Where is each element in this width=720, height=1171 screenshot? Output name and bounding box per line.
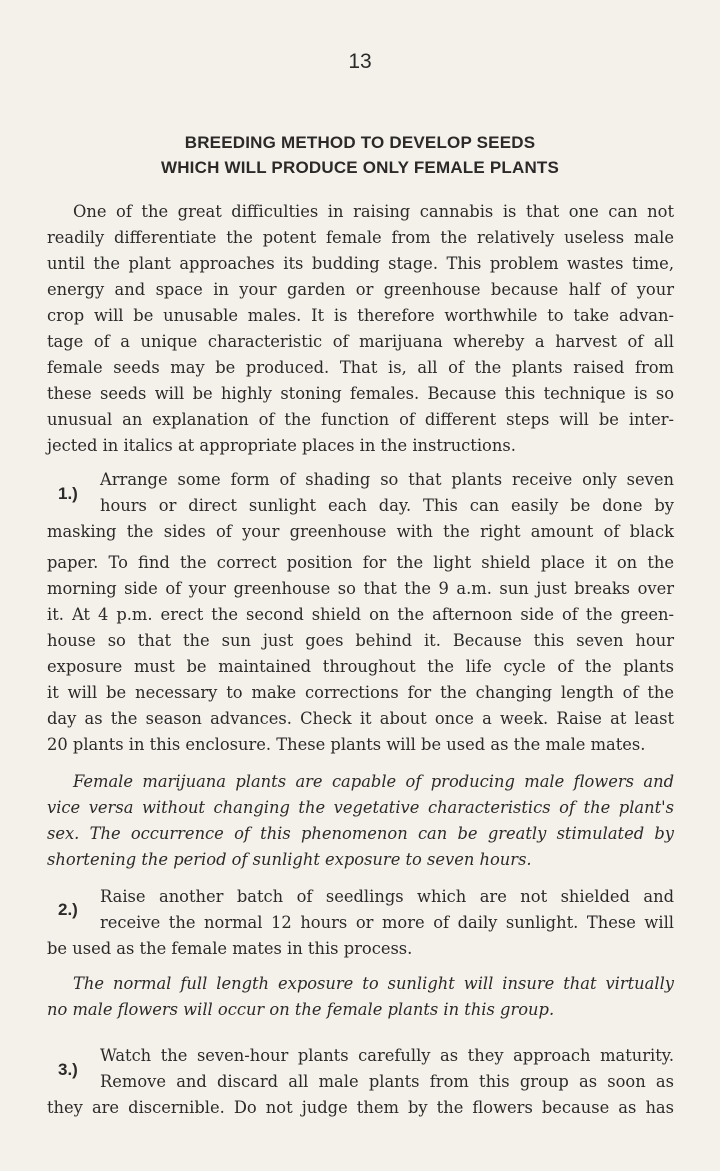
step-line: it will be necessary to make corrections for the changing length of the	[47, 683, 674, 702]
step-number-3: 3.)	[58, 1060, 78, 1079]
section-heading	[0, 130, 720, 180]
intro-line: readily differentiate the potent female from the relatively useless male	[47, 228, 674, 247]
step-line: 20 plants in this enclosure. These plants will be used as the male mates.	[47, 735, 646, 754]
page-number: 13	[348, 50, 372, 73]
step-line: receive the normal 12 hours or more of daily sunlight. These will	[100, 913, 674, 932]
step-2-text	[47, 884, 674, 962]
step-1-text	[47, 467, 674, 758]
intro-line: tage of a unique characteristic of marijuana whereby a harvest of all	[47, 332, 674, 351]
step-line: be used as the female mates in this process.	[47, 939, 413, 958]
intro-line: unusual an explanation of the function of different steps will be inter-	[47, 410, 674, 429]
step-3-text	[47, 1043, 674, 1121]
intro-line: energy and space in your garden or greenhouse because half of your	[47, 280, 674, 299]
step-number-2: 2.)	[58, 900, 78, 919]
intro-line: until the plant approaches its budding stage. This problem wastes time,	[47, 254, 674, 273]
step-line: Watch the seven-hour plants carefully as they approach maturity.	[100, 1046, 674, 1065]
note-line: vice versa without changing the vegetative characteristics of the plant's	[47, 798, 674, 817]
intro-line: female seeds may be produced. That is, all of the plants raised from	[47, 358, 674, 377]
note-line: The normal full length exposure to sunlight will insure that virtually	[73, 974, 674, 993]
step-line: Raise another batch of seedlings which are not shielded and	[100, 887, 674, 906]
intro-line: One of the great difficulties in raising cannabis is that one can not	[73, 202, 674, 221]
step-line: exposure must be maintained throughout the life cycle of the plants	[47, 657, 674, 676]
step-line: morning side of your greenhouse so that the 9 a.m. sun just breaks over	[47, 579, 674, 598]
step-line: Remove and discard all male plants from this group as soon as	[100, 1072, 674, 1091]
note-line: sex. The occurrence of this phenomenon can be greatly stimulated by	[47, 824, 674, 843]
step-number-1: 1.)	[58, 484, 78, 503]
step-2-note	[47, 971, 674, 1023]
heading-line-2: WHICH WILL PRODUCE ONLY FEMALE PLANTS	[160, 158, 560, 177]
intro-line: crop will be unusable males. It is therefore worthwhile to take advan-	[47, 306, 674, 325]
step-line: day as the season advances. Check it about once a week. Raise at least	[47, 709, 674, 728]
step-line: it. At 4 p.m. erect the second shield on the afternoon side of the green-	[47, 605, 674, 624]
step-line: masking the sides of your greenhouse with the right amount of black	[47, 522, 674, 541]
step-line: hours or direct sunlight each day. This can easily be done by	[100, 496, 674, 515]
note-line: no male flowers will occur on the female plants in this group.	[47, 1000, 555, 1019]
step-1-note	[47, 769, 674, 873]
note-line: shortening the period of sunlight exposure to seven hours.	[47, 850, 532, 869]
step-line: Arrange some form of shading so that plants receive only seven	[100, 470, 674, 489]
intro-line: jected in italics at appropriate places in the instructions.	[47, 436, 516, 455]
step-line: house so that the sun just goes behind it. Because this seven hour	[47, 631, 674, 650]
heading-line-1: BREEDING METHOD TO DEVELOP SEEDS	[184, 133, 536, 152]
step-line: they are discernible. Do not judge them by the flowers because as has	[47, 1098, 674, 1117]
intro-line: these seeds will be highly stoning females. Because this technique is so	[47, 384, 674, 403]
intro-paragraph	[47, 199, 674, 459]
note-line: Female marijuana plants are capable of producing male flowers and	[73, 772, 674, 791]
step-line: paper. To find the correct position for the light shield place it on the	[47, 553, 674, 572]
